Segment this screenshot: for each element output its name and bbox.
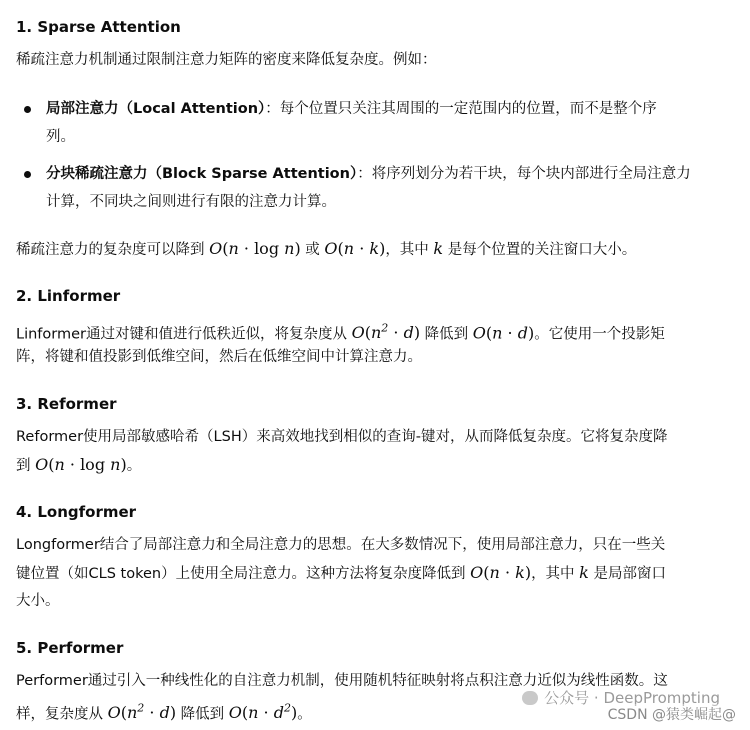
list-item-block-sparse-cont: 计算，不同块之间则进行有限的注意力计算。 xyxy=(46,194,336,210)
item-title: 分块稀疏注意力 xyxy=(46,166,148,182)
formula-n-k: O(n · k) xyxy=(470,563,532,582)
formula-n-k: O(n · k) xyxy=(324,239,386,258)
text: 键位置（如CLS token）上使用全局注意力。这种方法将复杂度降低到 xyxy=(16,566,471,582)
symbol-k: k xyxy=(433,239,444,258)
text: 或 xyxy=(300,242,325,258)
list-item-local-attention-cont: 列。 xyxy=(46,129,75,145)
text: 稀疏注意力的复杂度可以降到 xyxy=(16,242,210,258)
list-item-block-sparse xyxy=(46,160,691,188)
formula-n-log-n: O xyxy=(209,239,223,258)
text: ，其中 xyxy=(531,566,580,582)
heading-reformer: 3. Reformer xyxy=(16,395,117,413)
formula-n-log-n-body: (n · log n) xyxy=(222,239,301,258)
item-desc: ：将序列划分为若干块，每个块内部进行全局注意力 xyxy=(357,166,691,182)
formula-n2-d: $O(n^2 \cdot d)$ xyxy=(351,322,421,343)
text: 样，复杂度从 xyxy=(16,706,108,723)
formula-n2-d: $O(n^2 \cdot d)$ xyxy=(107,702,177,723)
sparse-intro: 稀疏注意力机制通过限制注意力矩阵的密度来降低复杂度。例如： xyxy=(16,52,437,68)
formula-n-d2: $O(n \cdot d^2)$ xyxy=(228,702,298,723)
item-en: （Local Attention） xyxy=(118,101,266,117)
watermark-text: 公众号 · DeepPrompting xyxy=(544,689,720,707)
text: 是局部窗口 xyxy=(588,566,666,582)
reformer-line1: Reformer使用局部敏感哈希（LSH）来高效地找到相似的查询-键对，从而降低复杂度。它将复杂度降 xyxy=(16,429,668,445)
longformer-line1: Longformer结合了局部注意力和全局注意力的思想。在大多数情况下，使用局部注意力，只在一些关 xyxy=(16,537,666,553)
text: 到 xyxy=(16,458,36,474)
heading-linformer: 2. Linformer xyxy=(16,287,121,305)
text: 是每个位置的关注窗口大小。 xyxy=(443,242,637,258)
item-desc: ：每个位置只关注其周围的一定范围内的位置，而不是整个序 xyxy=(265,101,657,117)
bullet-dot xyxy=(24,171,31,178)
heading-performer: 5. Performer xyxy=(16,639,124,657)
item-title: 局部注意力 xyxy=(46,101,119,117)
text: 。 xyxy=(297,706,312,723)
performer-line1: Performer通过引入一种线性化的自注意力机制，使用随机特征映射将点积注意力近似为线性函数。这 xyxy=(16,673,668,689)
reformer-line2 xyxy=(16,451,141,480)
wechat-icon xyxy=(522,691,538,705)
heading-sparse-attention: 1. Sparse Attention xyxy=(16,18,181,36)
performer-line2 xyxy=(16,695,312,728)
longformer-line2 xyxy=(16,559,666,588)
item-en: （Block Sparse Attention） xyxy=(147,166,358,182)
heading-longformer: 4. Longformer xyxy=(16,503,137,521)
text: 。它使用一个投影矩 xyxy=(534,326,665,343)
bullet-dot xyxy=(24,106,31,113)
formula-n-log-n: O(n · log n) xyxy=(35,455,127,474)
longformer-line3: 大小。 xyxy=(16,593,60,609)
text: Linformer通过对键和值进行低秩近似，将复杂度从 xyxy=(16,326,352,343)
symbol-k: k xyxy=(579,563,589,582)
formula-n-d: O(n · d) xyxy=(472,323,535,343)
linformer-line2: 阵，将键和值投影到低维空间，然后在低维空间中计算注意力。 xyxy=(16,349,422,365)
sparse-summary xyxy=(16,235,636,264)
text: 降低到 xyxy=(420,326,473,343)
text: 。 xyxy=(126,458,142,474)
csdn-watermark: CSDN @猿类崛起@ xyxy=(608,704,736,724)
text: 降低到 xyxy=(176,706,229,723)
list-item-local-attention xyxy=(46,95,657,123)
text: ，其中 xyxy=(385,242,434,258)
